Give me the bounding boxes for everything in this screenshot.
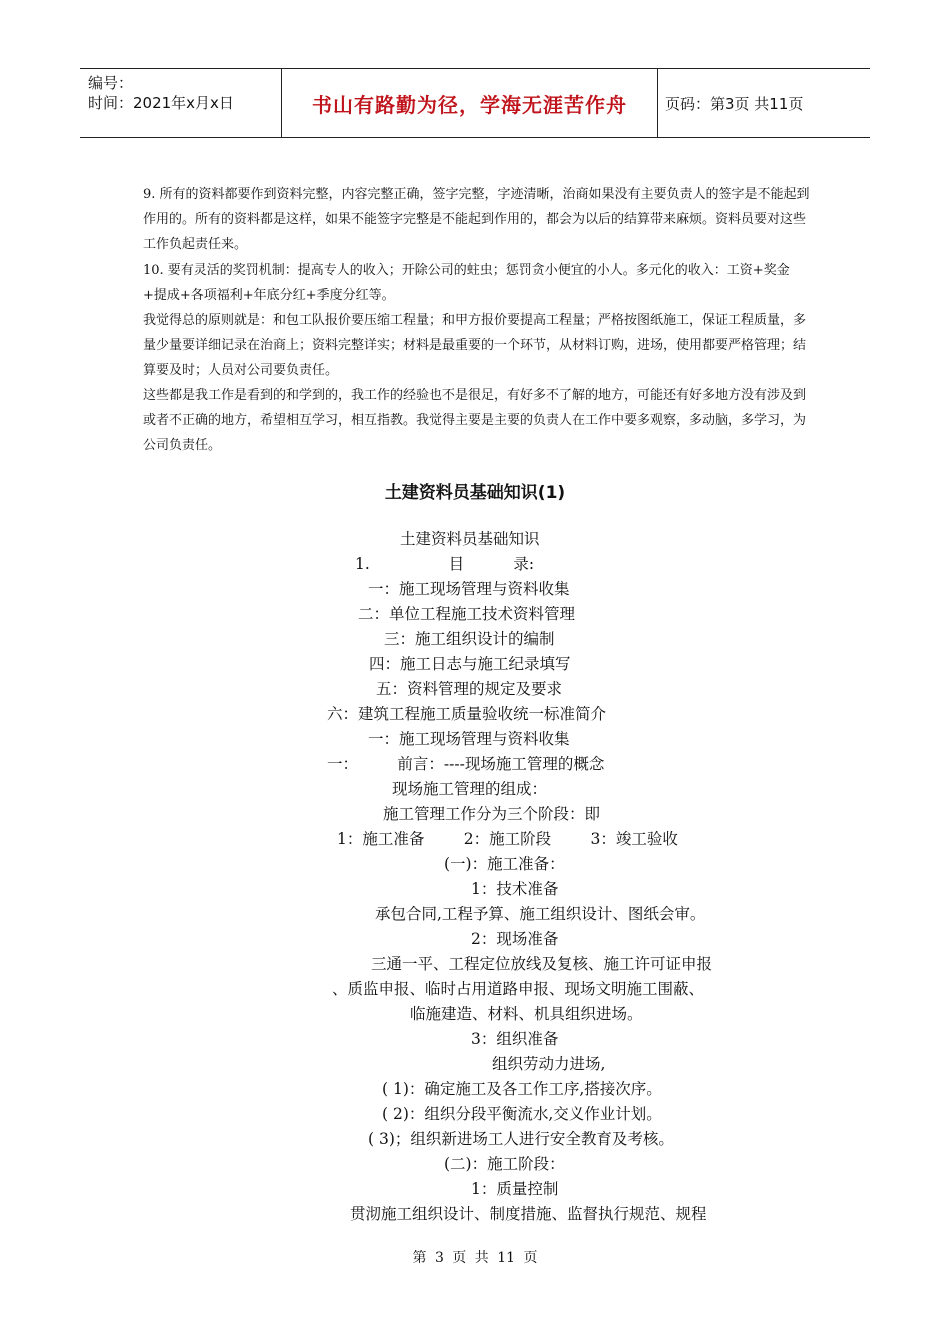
body-line: 贯沏施工组织设计、制度措施、监督执行规范、规程 <box>350 1205 707 1223</box>
page-info: 页码：第3页 共11页 <box>665 94 804 113</box>
toc-item: 四：施工日志与施工纪录填写 <box>369 655 571 673</box>
page-header <box>80 68 870 138</box>
toc-item: 二：单位工程施工技术资料管理 <box>358 605 576 623</box>
body-line: 组织劳动力进场, <box>492 1055 606 1073</box>
body-line: 施工管理工作分为三个阶段：即 <box>383 805 601 823</box>
body-line: 3：组织准备 <box>471 1030 559 1048</box>
toc-heading: 1. 目 录: <box>355 555 535 573</box>
body-line: 一： 前言：----现场施工管理的概念 <box>327 755 605 773</box>
body-line: 1：质量控制 <box>471 1180 559 1198</box>
paragraph-9: 9. 所有的资料都要作到资料完整，内容完整正确，签字完整，字迹清晰，治商如果没有主要负责人的签字是不能起到作用的。所有的资料都是这样，如果不能签字完整是不能起到作用的，都会为以后的结算带来麻烦。资料员要对这些工作负起责任来。 <box>143 187 810 252</box>
body-line: 、质监申报、临时占用道路申报、现场文明施工围蔽、 <box>332 980 705 998</box>
toc-item: 三：施工组织设计的编制 <box>384 630 555 648</box>
body-line: 承包合同,工程予算、施工组织设计、图纸会审。 <box>375 905 706 923</box>
toc-item: 五：资料管理的规定及要求 <box>376 680 563 698</box>
motto: 书山有路勤为径，学海无涯苦作舟 <box>281 69 658 137</box>
header-left <box>88 73 278 113</box>
chapter-heading: 一：施工现场管理与资料收集 <box>368 730 570 748</box>
number-label: 编号： <box>88 74 134 92</box>
time-label: 时间：2021年x月x日 <box>88 94 234 112</box>
body-line: (二)：施工阶段： <box>444 1155 565 1173</box>
body-line: 1：施工准备 2：施工阶段 3：竣工验收 <box>337 830 678 848</box>
toc-item: 六：建筑工程施工质量验收统一标准简介 <box>327 705 607 723</box>
paragraph-10: 10. 要有灵活的奖罚机制：提高专人的收入；开除公司的蛀虫；惩罚贪小便宜的小人。多元化的收入：工资+奖金+提成+各项福利+年底分红+季度分红等。 <box>143 263 790 303</box>
body-line: 三通一平、工程定位放线及复核、施工许可证申报 <box>371 955 713 973</box>
doc-subtitle: 土建资料员基础知识 <box>400 530 540 548</box>
paragraph-principle: 我觉得总的原则就是：和包工队报价要压缩工程量；和甲方报价要提高工程量；严格按图纸施工，保证工程质量，多量少量要详细记录在治商上；资料完整详实；材料是最重要的一个环节，从材料订购，进场，使用都要严格管理；结算要及时；人员对公司要负责任。 <box>143 313 807 378</box>
body-line: ( 3)；组织新进场工人进行安全教育及考核。 <box>368 1130 674 1148</box>
paragraph-closing: 这些都是我工作是看到的和学到的，我工作的经验也不是很足，有好多不了解的地方，可能还有好多地方没有涉及到或者不正确的地方，希望相互学习，相互指教。我觉得主要是主要的负责人在工作中要多观察，多动脑，多学习，为公司负责任。 <box>143 388 807 453</box>
page-footer: 第 3 页 共 11 页 <box>412 1250 538 1266</box>
body-line: 2：现场准备 <box>471 930 559 948</box>
body-line: 临施建造、材料、机具组织进场。 <box>410 1005 643 1023</box>
toc-item: 一：施工现场管理与资料收集 <box>368 580 570 598</box>
body-line: 1：技术准备 <box>471 880 559 898</box>
body-line: (一)：施工准备： <box>444 855 565 873</box>
body-line: 现场施工管理的组成： <box>392 780 548 798</box>
section-title: 土建资料员基础知识(1) <box>384 483 566 503</box>
body-line: ( 2)：组织分段平衡流水,交义作业计划。 <box>382 1105 662 1123</box>
body-line: ( 1)：确定施工及各工作工序,搭接次序。 <box>382 1080 662 1098</box>
